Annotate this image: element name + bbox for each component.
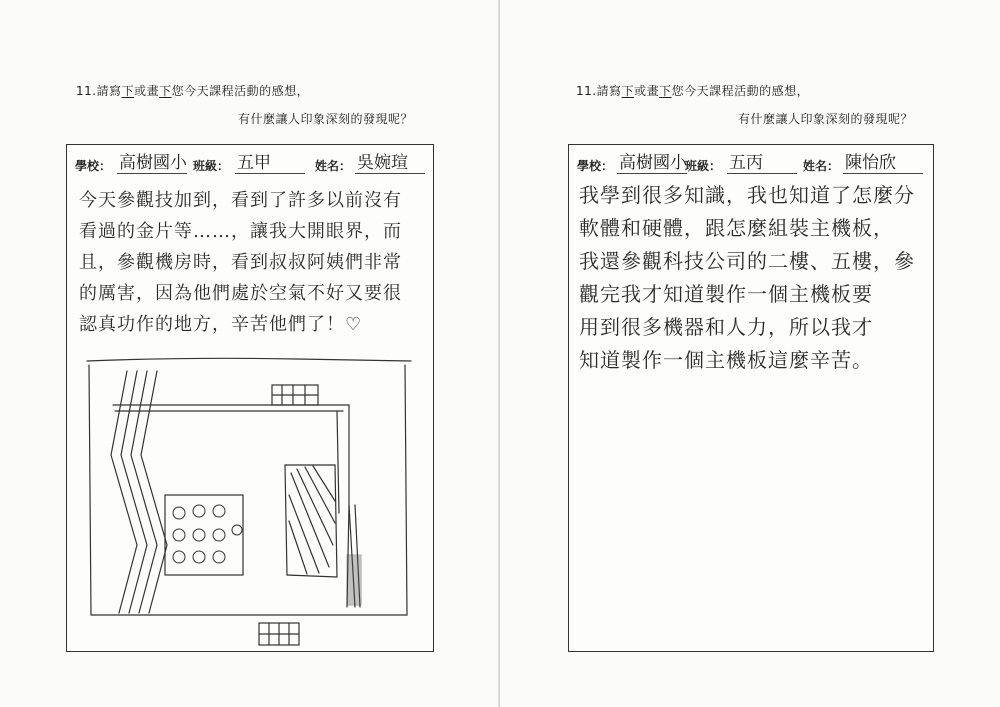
student-info-row (577, 153, 925, 175)
essay-line: 且，參觀機房時，看到叔叔阿姨們非常 (79, 252, 402, 273)
essay-line: 我學到很多知識，我也知道了怎麼分 (579, 183, 915, 207)
class-value: 五丙 (727, 153, 797, 174)
hand-drawn-server-room-sketch (67, 345, 432, 650)
essay-line: 知道製作一個主機板這麼辛苦。 (579, 348, 873, 372)
essay-line: 用到很多機器和人力，所以我才 (579, 315, 873, 339)
essay-line: 認真功作的地方，辛苦他們了！♡ (79, 314, 363, 335)
answer-box (568, 144, 934, 652)
name-label: 姓名： (315, 159, 352, 173)
handwritten-essay (579, 179, 915, 377)
school-value: 高樹國小 (619, 153, 687, 173)
question-line-2: 有什麼讓人印象深刻的發現呢？ (738, 112, 914, 126)
essay-line: 看過的金片等……，讓我大開眼界，而 (79, 221, 402, 242)
essay-line: 的厲害，因為他們處於空氣不好又要很 (79, 283, 402, 304)
essay-line: 今天參觀技加到，看到了許多以前沒有 (79, 190, 402, 211)
student-info-row (75, 153, 425, 175)
school-label: 學校： (577, 159, 614, 173)
essay-line: 軟體和硬體，跟怎麼組裝主機板， (579, 216, 894, 240)
question-line-2: 有什麼讓人印象深刻的發現呢？ (238, 112, 414, 126)
essay-line: 觀完我才知道製作一個主機板要 (579, 282, 873, 306)
question-line-1: 11.請寫下或畫下您今天課程活動的感想， (576, 84, 810, 98)
answer-box (66, 144, 434, 652)
school-label: 學校： (75, 159, 112, 173)
question-line-1: 11.請寫下或畫下您今天課程活動的感想， (76, 84, 310, 98)
class-value: 五甲 (235, 153, 305, 174)
essay-line: 我還參觀科技公司的二樓、五樓，參 (579, 249, 915, 273)
class-label: 班級： (685, 159, 722, 173)
name-label: 姓名： (803, 159, 840, 173)
name-value: 陳怡欣 (843, 153, 923, 174)
name-value: 吳婉瑄 (355, 153, 425, 174)
school-value: 高樹國小 (119, 153, 187, 173)
handwritten-essay (79, 185, 402, 340)
worksheet-page-right (500, 0, 1000, 707)
class-label: 班級： (193, 159, 230, 173)
